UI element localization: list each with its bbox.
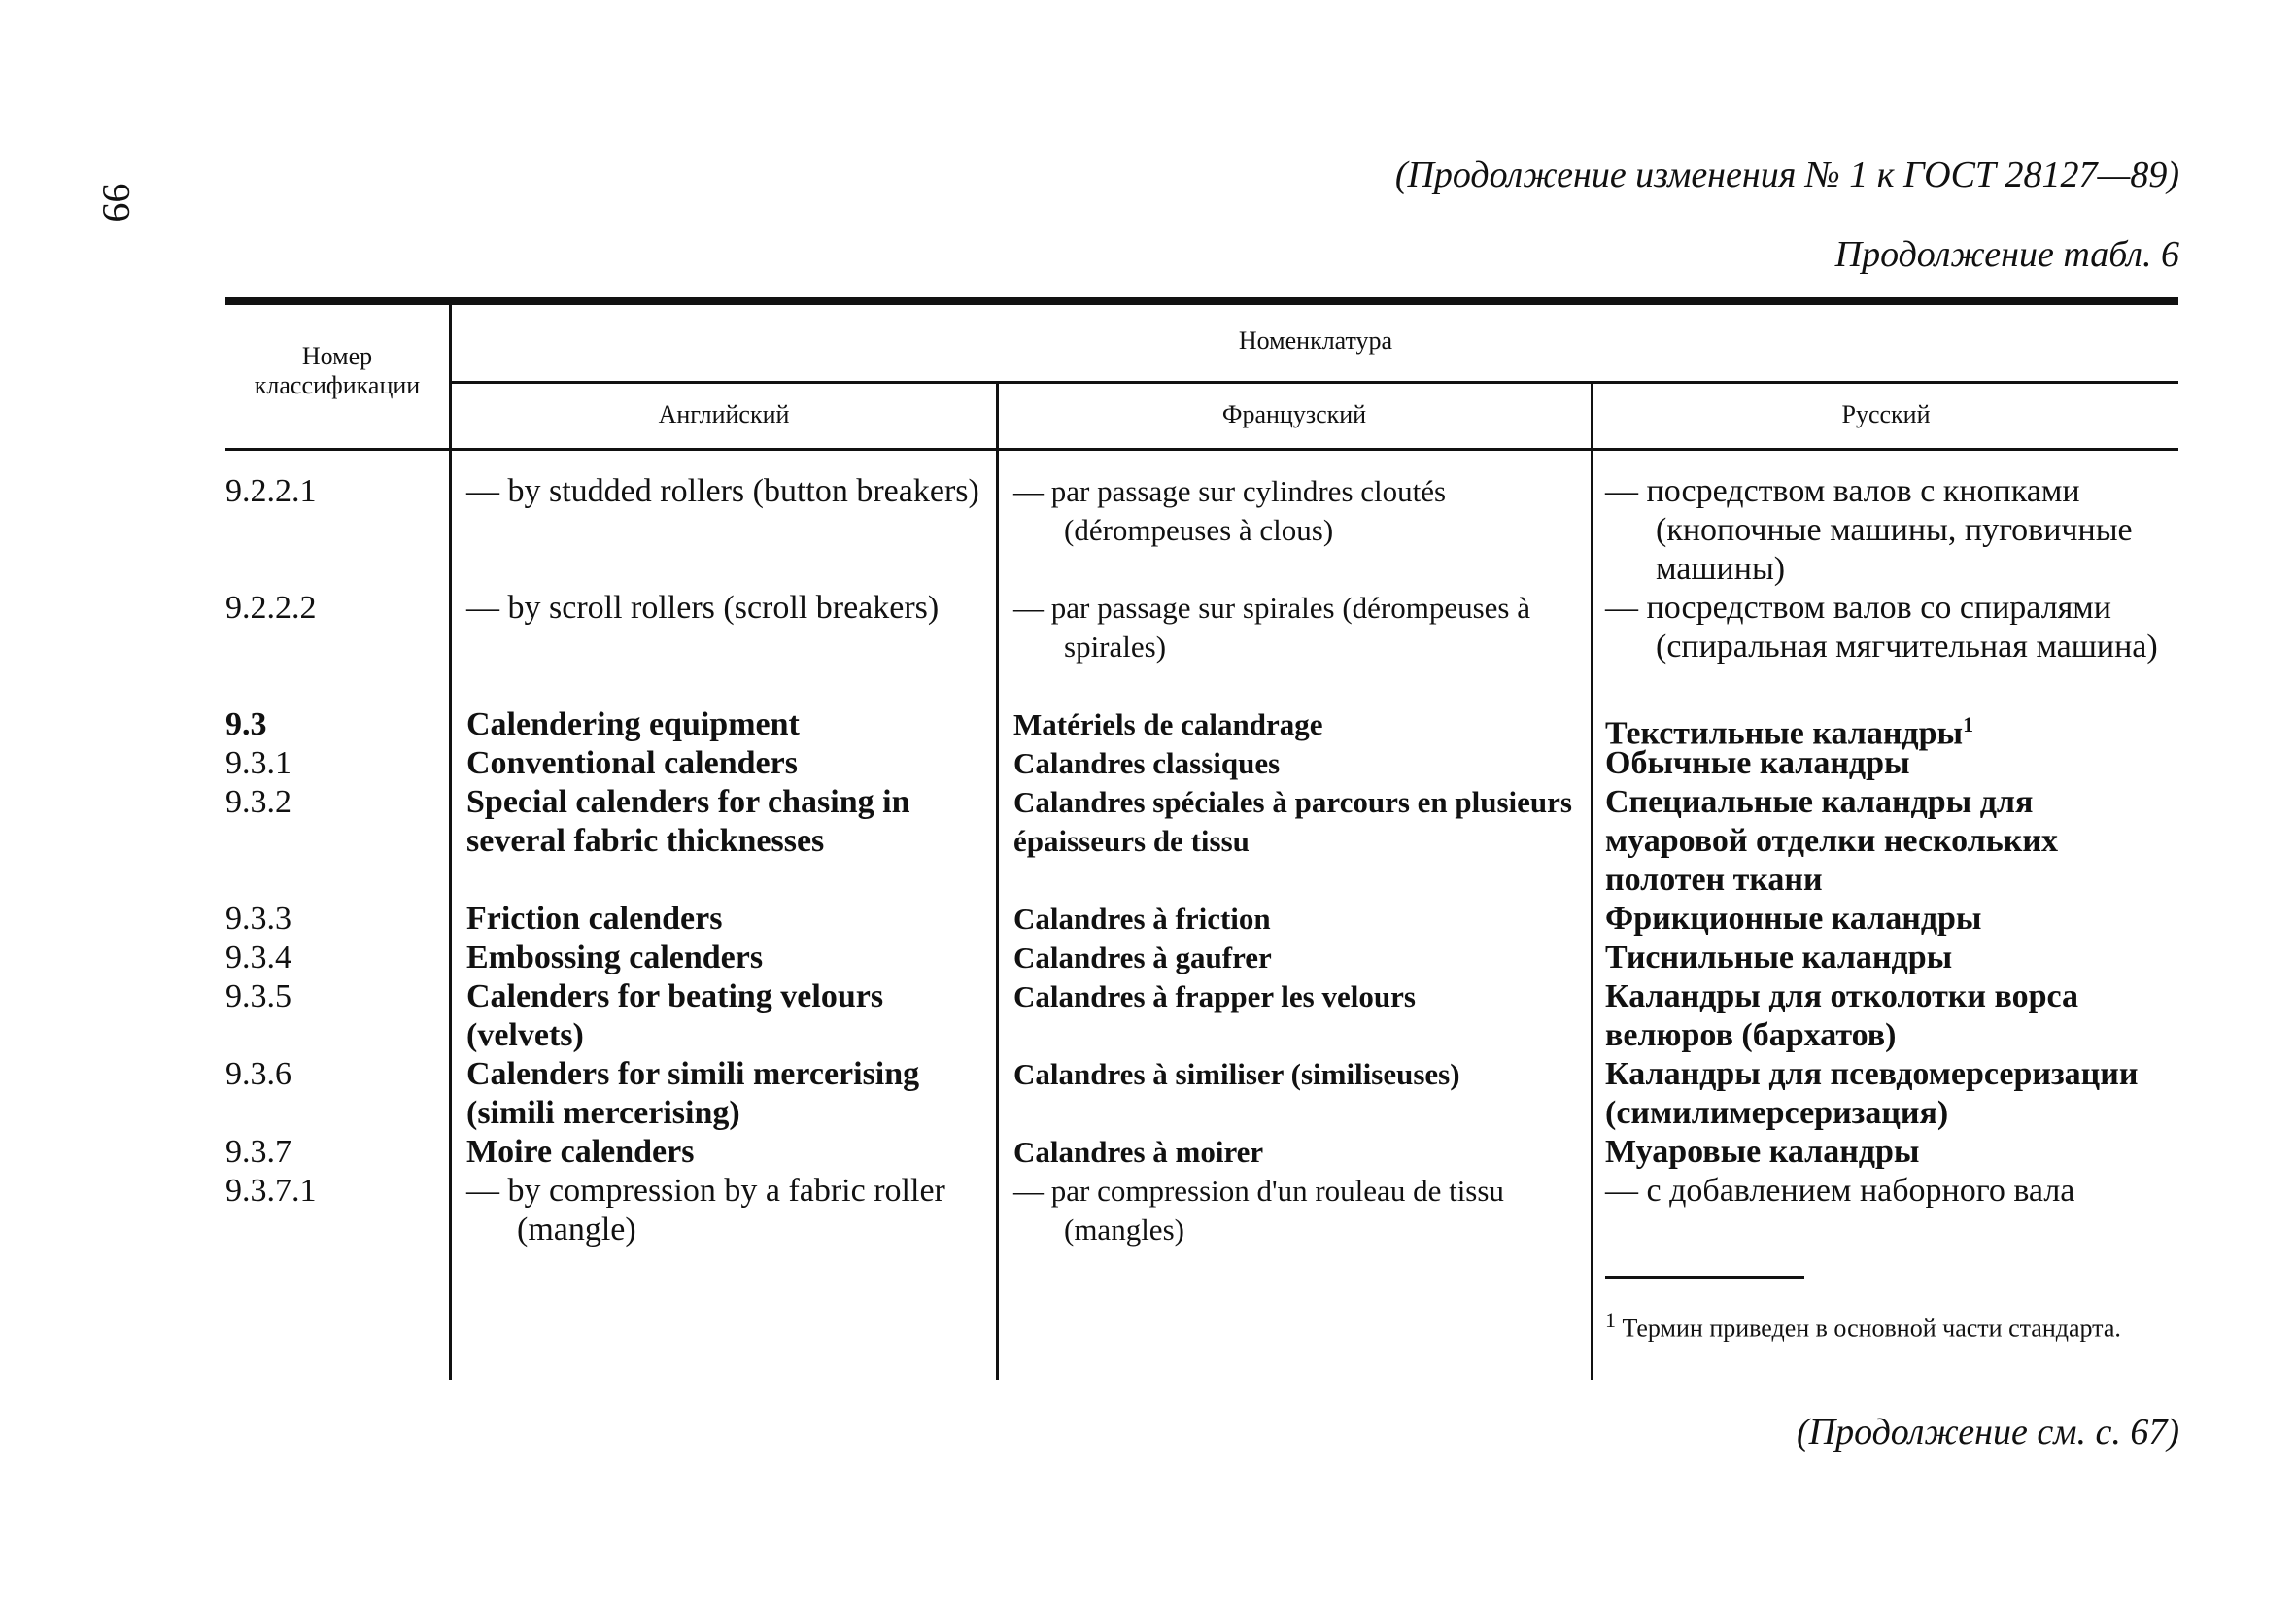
row-english: Friction calenders: [466, 901, 723, 937]
nomenclature-rule: [451, 381, 2178, 384]
row-number: 9.3.3: [225, 901, 291, 937]
row-english: Calenders for beating velours (velvets): [466, 978, 884, 1053]
row-number: 9.3.7.1: [225, 1173, 317, 1209]
header-continuation: (Продолжение изменения № 1 к ГОСТ 28127—89): [1394, 154, 2179, 195]
row-english: Calenders for simili mercerising (simili mercerising): [466, 1056, 920, 1131]
row-english: — by scroll rollers (scroll breakers): [466, 590, 940, 626]
header-english: Английский: [658, 400, 790, 428]
row-french: Calandres à friction: [1013, 902, 1271, 936]
row-english: Moire calenders: [466, 1134, 695, 1170]
row-russian: Специальные каландры для муаровой отделки нескольких полотен ткани: [1605, 784, 2058, 898]
footnote-rule: [1605, 1276, 1804, 1279]
row-russian: Каландры для отколотки ворса велюров (бархатов): [1605, 978, 2078, 1053]
row-number: 9.3.2: [225, 784, 291, 820]
row-russian: — с добавлением наборного вала: [1605, 1173, 2075, 1209]
page-number: 99: [94, 183, 139, 222]
row-number: 9.3.5: [225, 978, 291, 1014]
row-number: 9.3: [225, 706, 267, 742]
row-russian: Фрикционные каландры: [1605, 901, 1982, 937]
row-french: Matériels de calandrage: [1013, 707, 1323, 741]
header-french: Французский: [1221, 400, 1367, 428]
header-nomenclature: Номенклатура: [1238, 326, 1393, 355]
footnote-text: Термин приведен в основной части стандарта.: [1622, 1314, 2121, 1343]
row-number: 9.3.7: [225, 1134, 291, 1170]
row-russian: — посредством валов со спиралями (спиральная мягчительная машина): [1605, 590, 2158, 665]
row-french: Calandres à frapper les velours: [1013, 979, 1416, 1013]
row-french: Calandres à similiser (similiseuses): [1013, 1057, 1460, 1091]
col-divider-1: [449, 303, 452, 1380]
row-english: Special calenders for chasing in several fabric thicknesses: [466, 784, 910, 859]
row-english: — by studded rollers (button breakers): [466, 473, 979, 509]
row-russian: — посредством валов с кнопками (кнопочные машины, пуговичные машины): [1605, 473, 2133, 587]
row-number: 9.3.4: [225, 940, 291, 975]
row-russian-text: Текстильные каландры: [1605, 715, 1964, 752]
row-french: — par passage sur spirales (dérompeuses à spirales): [1013, 591, 1530, 664]
row-french: Calandres classiques: [1013, 746, 1281, 780]
row-french: Calandres à moirer: [1013, 1135, 1264, 1169]
row-english: Calendering equipment: [466, 706, 800, 742]
footnote-ref: 1: [1963, 712, 1974, 736]
row-number: 9.3.1: [225, 745, 291, 781]
row-number: 9.2.2.2: [225, 590, 317, 626]
row-number: 9.3.6: [225, 1056, 291, 1092]
footnote: [1605, 1308, 2121, 1344]
row-russian: Обычные каландры: [1605, 745, 1910, 781]
row-english: — by compression by a fabric roller (mangle): [466, 1173, 945, 1248]
header-russian: Русский: [1841, 400, 1931, 428]
row-english: Embossing calenders: [466, 940, 764, 975]
footer-continuation: (Продолжение см. с. 67): [1796, 1412, 2179, 1453]
row-russian: Тиснильные каландры: [1605, 940, 1953, 975]
footnote-mark: 1: [1605, 1308, 1616, 1332]
header-classification: Номер классификации: [254, 342, 421, 399]
row-english: Conventional calenders: [466, 745, 798, 781]
row-french: — par compression d'un rouleau de tissu (mangles): [1013, 1174, 1504, 1247]
row-russian: Каландры для псевдомерсеризации (симилимерсеризация): [1605, 1056, 2139, 1131]
header-bottom-rule: [225, 448, 2178, 451]
table-top-rule: [225, 297, 2178, 305]
row-russian: Муаровые каландры: [1605, 1134, 1920, 1170]
row-french: Calandres à gaufrer: [1013, 940, 1272, 974]
table-continuation: Продолжение табл. 6: [1834, 234, 2179, 275]
row-number: 9.2.2.1: [225, 473, 317, 509]
row-french: — par passage sur cylindres cloutés (dérompeuses à clous): [1013, 474, 1447, 547]
row-french: Calandres spéciales à parcours en plusieurs épaisseurs de tissu: [1013, 785, 1572, 858]
